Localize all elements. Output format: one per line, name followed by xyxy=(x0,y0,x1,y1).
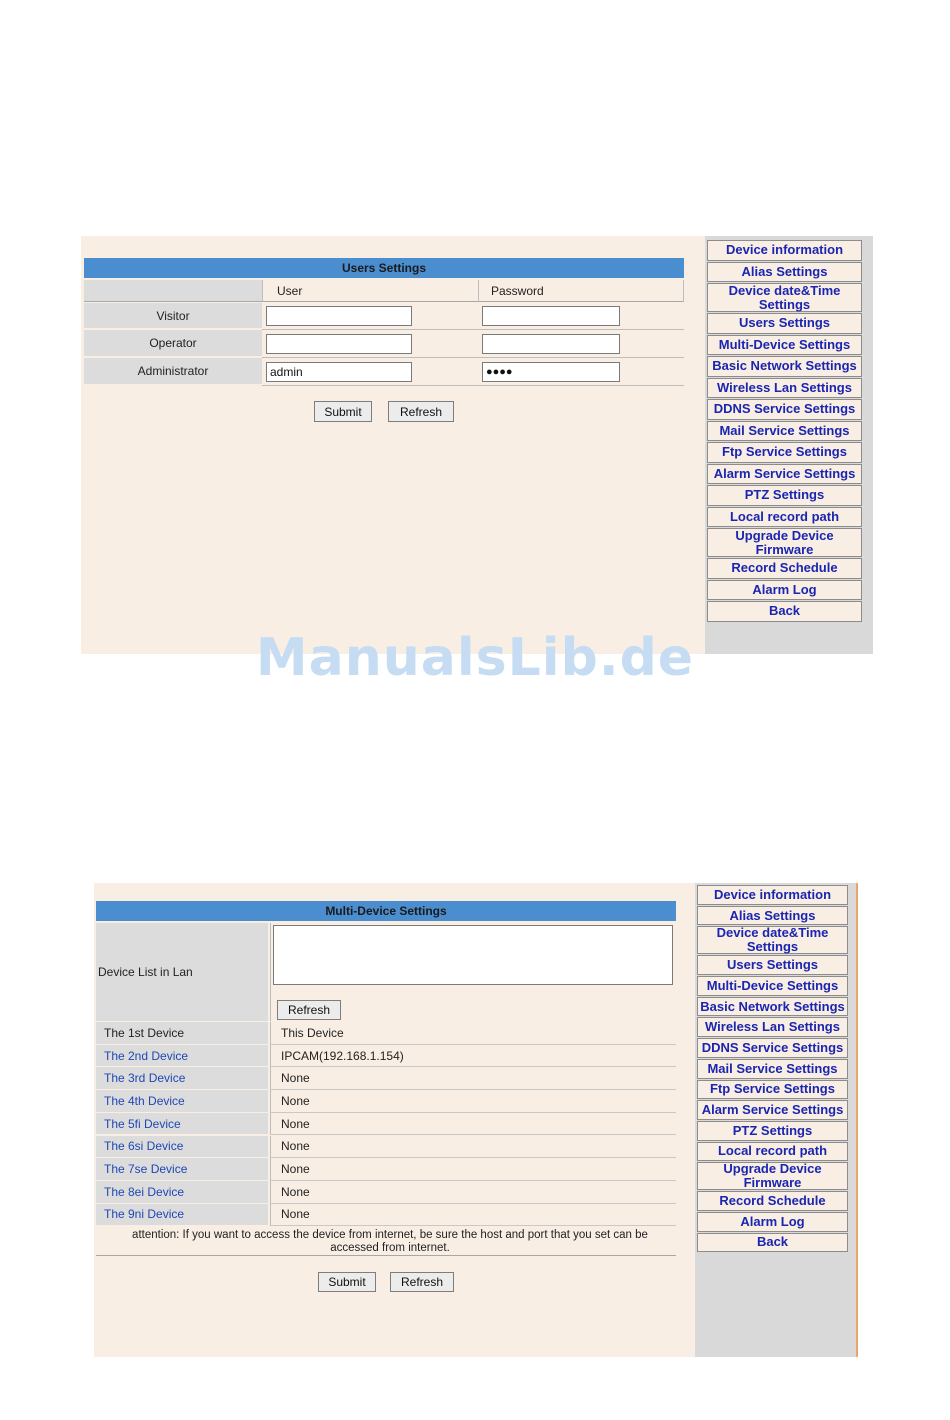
device-value: None xyxy=(270,1158,676,1181)
menu-item-multi-device-settings[interactable]: Multi-Device Settings xyxy=(697,976,848,996)
menu-item-alias-settings[interactable]: Alias Settings xyxy=(697,906,848,926)
visitor-user-input[interactable] xyxy=(266,306,412,326)
operator-password-input[interactable] xyxy=(482,334,620,354)
watermark-text: ManualsLib.de xyxy=(255,628,695,688)
device-label[interactable]: The 4th Device xyxy=(96,1090,268,1112)
multi-device-settings-panel xyxy=(94,883,695,1357)
menu-item-basic-network-settings[interactable]: Basic Network Settings xyxy=(707,356,862,377)
menu-item-users-settings[interactable]: Users Settings xyxy=(697,955,848,975)
settings-menu-2 xyxy=(697,885,848,1253)
device-value: IPCAM(192.168.1.154) xyxy=(270,1045,676,1068)
row-label-operator: Operator xyxy=(84,330,262,358)
device-label[interactable]: The 3rd Device xyxy=(96,1067,268,1089)
column-header-password: Password xyxy=(478,280,684,302)
device-value: None xyxy=(270,1136,676,1159)
device-list-box[interactable] xyxy=(273,925,673,985)
header-blank xyxy=(84,280,262,302)
menu-item-back[interactable]: Back xyxy=(707,601,862,622)
administrator-password-input[interactable] xyxy=(482,362,620,382)
menu-item-ddns-service-settings[interactable]: DDNS Service Settings xyxy=(697,1038,848,1058)
menu-item-local-record-path[interactable]: Local record path xyxy=(707,507,862,528)
device-value: None xyxy=(270,1113,676,1136)
menu-item-basic-network-settings[interactable]: Basic Network Settings xyxy=(697,997,848,1017)
menu-item-device-information[interactable]: Device information xyxy=(707,240,862,261)
menu-item-alarm-log[interactable]: Alarm Log xyxy=(697,1212,848,1232)
device-value: None xyxy=(270,1067,676,1090)
device-value: This Device xyxy=(270,1022,676,1045)
menu-item-users-settings[interactable]: Users Settings xyxy=(707,313,862,334)
device-label[interactable]: The 9ni Device xyxy=(96,1204,268,1226)
users-settings-title: Users Settings xyxy=(84,258,684,278)
menu-item-ptz-settings[interactable]: PTZ Settings xyxy=(697,1121,848,1141)
menu-item-ftp-service-settings[interactable]: Ftp Service Settings xyxy=(697,1080,848,1100)
device-list-label: Device List in Lan xyxy=(96,923,268,1021)
column-header-user: User xyxy=(262,280,478,302)
menu-item-alarm-log[interactable]: Alarm Log xyxy=(707,580,862,601)
device-label[interactable]: The 7se Device xyxy=(96,1158,268,1180)
device-label[interactable]: The 2nd Device xyxy=(96,1045,268,1067)
menu-item-mail-service-settings[interactable]: Mail Service Settings xyxy=(707,421,862,442)
row-label-administrator: Administrator xyxy=(84,358,262,386)
menu-item-local-record-path[interactable]: Local record path xyxy=(697,1142,848,1162)
visitor-password-input[interactable] xyxy=(482,306,620,326)
device-label[interactable]: The 5fi Device xyxy=(96,1113,268,1135)
menu-item-wireless-lan-settings[interactable]: Wireless Lan Settings xyxy=(707,378,862,399)
administrator-user-input[interactable] xyxy=(266,362,412,382)
multi-refresh-button[interactable]: Refresh xyxy=(390,1272,454,1292)
multi-submit-button[interactable]: Submit xyxy=(318,1272,376,1292)
multi-device-settings-title: Multi-Device Settings xyxy=(96,901,676,921)
menu-item-device-date-time-settings[interactable]: Device date&Time Settings xyxy=(707,283,862,312)
menu-item-mail-service-settings[interactable]: Mail Service Settings xyxy=(697,1059,848,1079)
menu-item-alias-settings[interactable]: Alias Settings xyxy=(707,262,862,283)
menu-item-wireless-lan-settings[interactable]: Wireless Lan Settings xyxy=(697,1017,848,1037)
device-label[interactable]: The 6si Device xyxy=(96,1136,268,1158)
menu-item-ddns-service-settings[interactable]: DDNS Service Settings xyxy=(707,399,862,420)
row-label-visitor: Visitor xyxy=(84,303,262,330)
menu-item-ftp-service-settings[interactable]: Ftp Service Settings xyxy=(707,442,862,463)
menu-item-record-schedule[interactable]: Record Schedule xyxy=(697,1191,848,1211)
settings-sidebar-2 xyxy=(695,883,858,1357)
settings-menu xyxy=(707,240,862,623)
device-value: None xyxy=(270,1090,676,1113)
device-value: None xyxy=(270,1181,676,1204)
menu-item-device-information[interactable]: Device information xyxy=(697,885,848,905)
refresh-button[interactable]: Refresh xyxy=(388,401,454,422)
menu-item-back[interactable]: Back xyxy=(697,1233,848,1253)
attention-note: attention: If you want to access the device from internet, be sure the host and port that you set can be accessed from internet. xyxy=(96,1228,676,1256)
menu-item-multi-device-settings[interactable]: Multi-Device Settings xyxy=(707,335,862,356)
users-settings-panel xyxy=(81,236,705,654)
settings-sidebar xyxy=(705,236,873,654)
menu-item-alarm-service-settings[interactable]: Alarm Service Settings xyxy=(697,1100,848,1120)
menu-item-device-date-time-settings[interactable]: Device date&Time Settings xyxy=(697,926,848,954)
menu-item-upgrade-device-firmware[interactable]: Upgrade Device Firmware xyxy=(707,528,862,557)
operator-user-input[interactable] xyxy=(266,334,412,354)
menu-item-alarm-service-settings[interactable]: Alarm Service Settings xyxy=(707,464,862,485)
device-label: The 1st Device xyxy=(96,1022,268,1044)
menu-item-upgrade-device-firmware[interactable]: Upgrade Device Firmware xyxy=(697,1162,848,1190)
device-value: None xyxy=(270,1204,676,1227)
menu-item-ptz-settings[interactable]: PTZ Settings xyxy=(707,485,862,506)
menu-item-record-schedule[interactable]: Record Schedule xyxy=(707,558,862,579)
device-list-refresh-button[interactable]: Refresh xyxy=(277,1000,341,1020)
submit-button[interactable]: Submit xyxy=(314,401,372,422)
device-label[interactable]: The 8ei Device xyxy=(96,1181,268,1203)
